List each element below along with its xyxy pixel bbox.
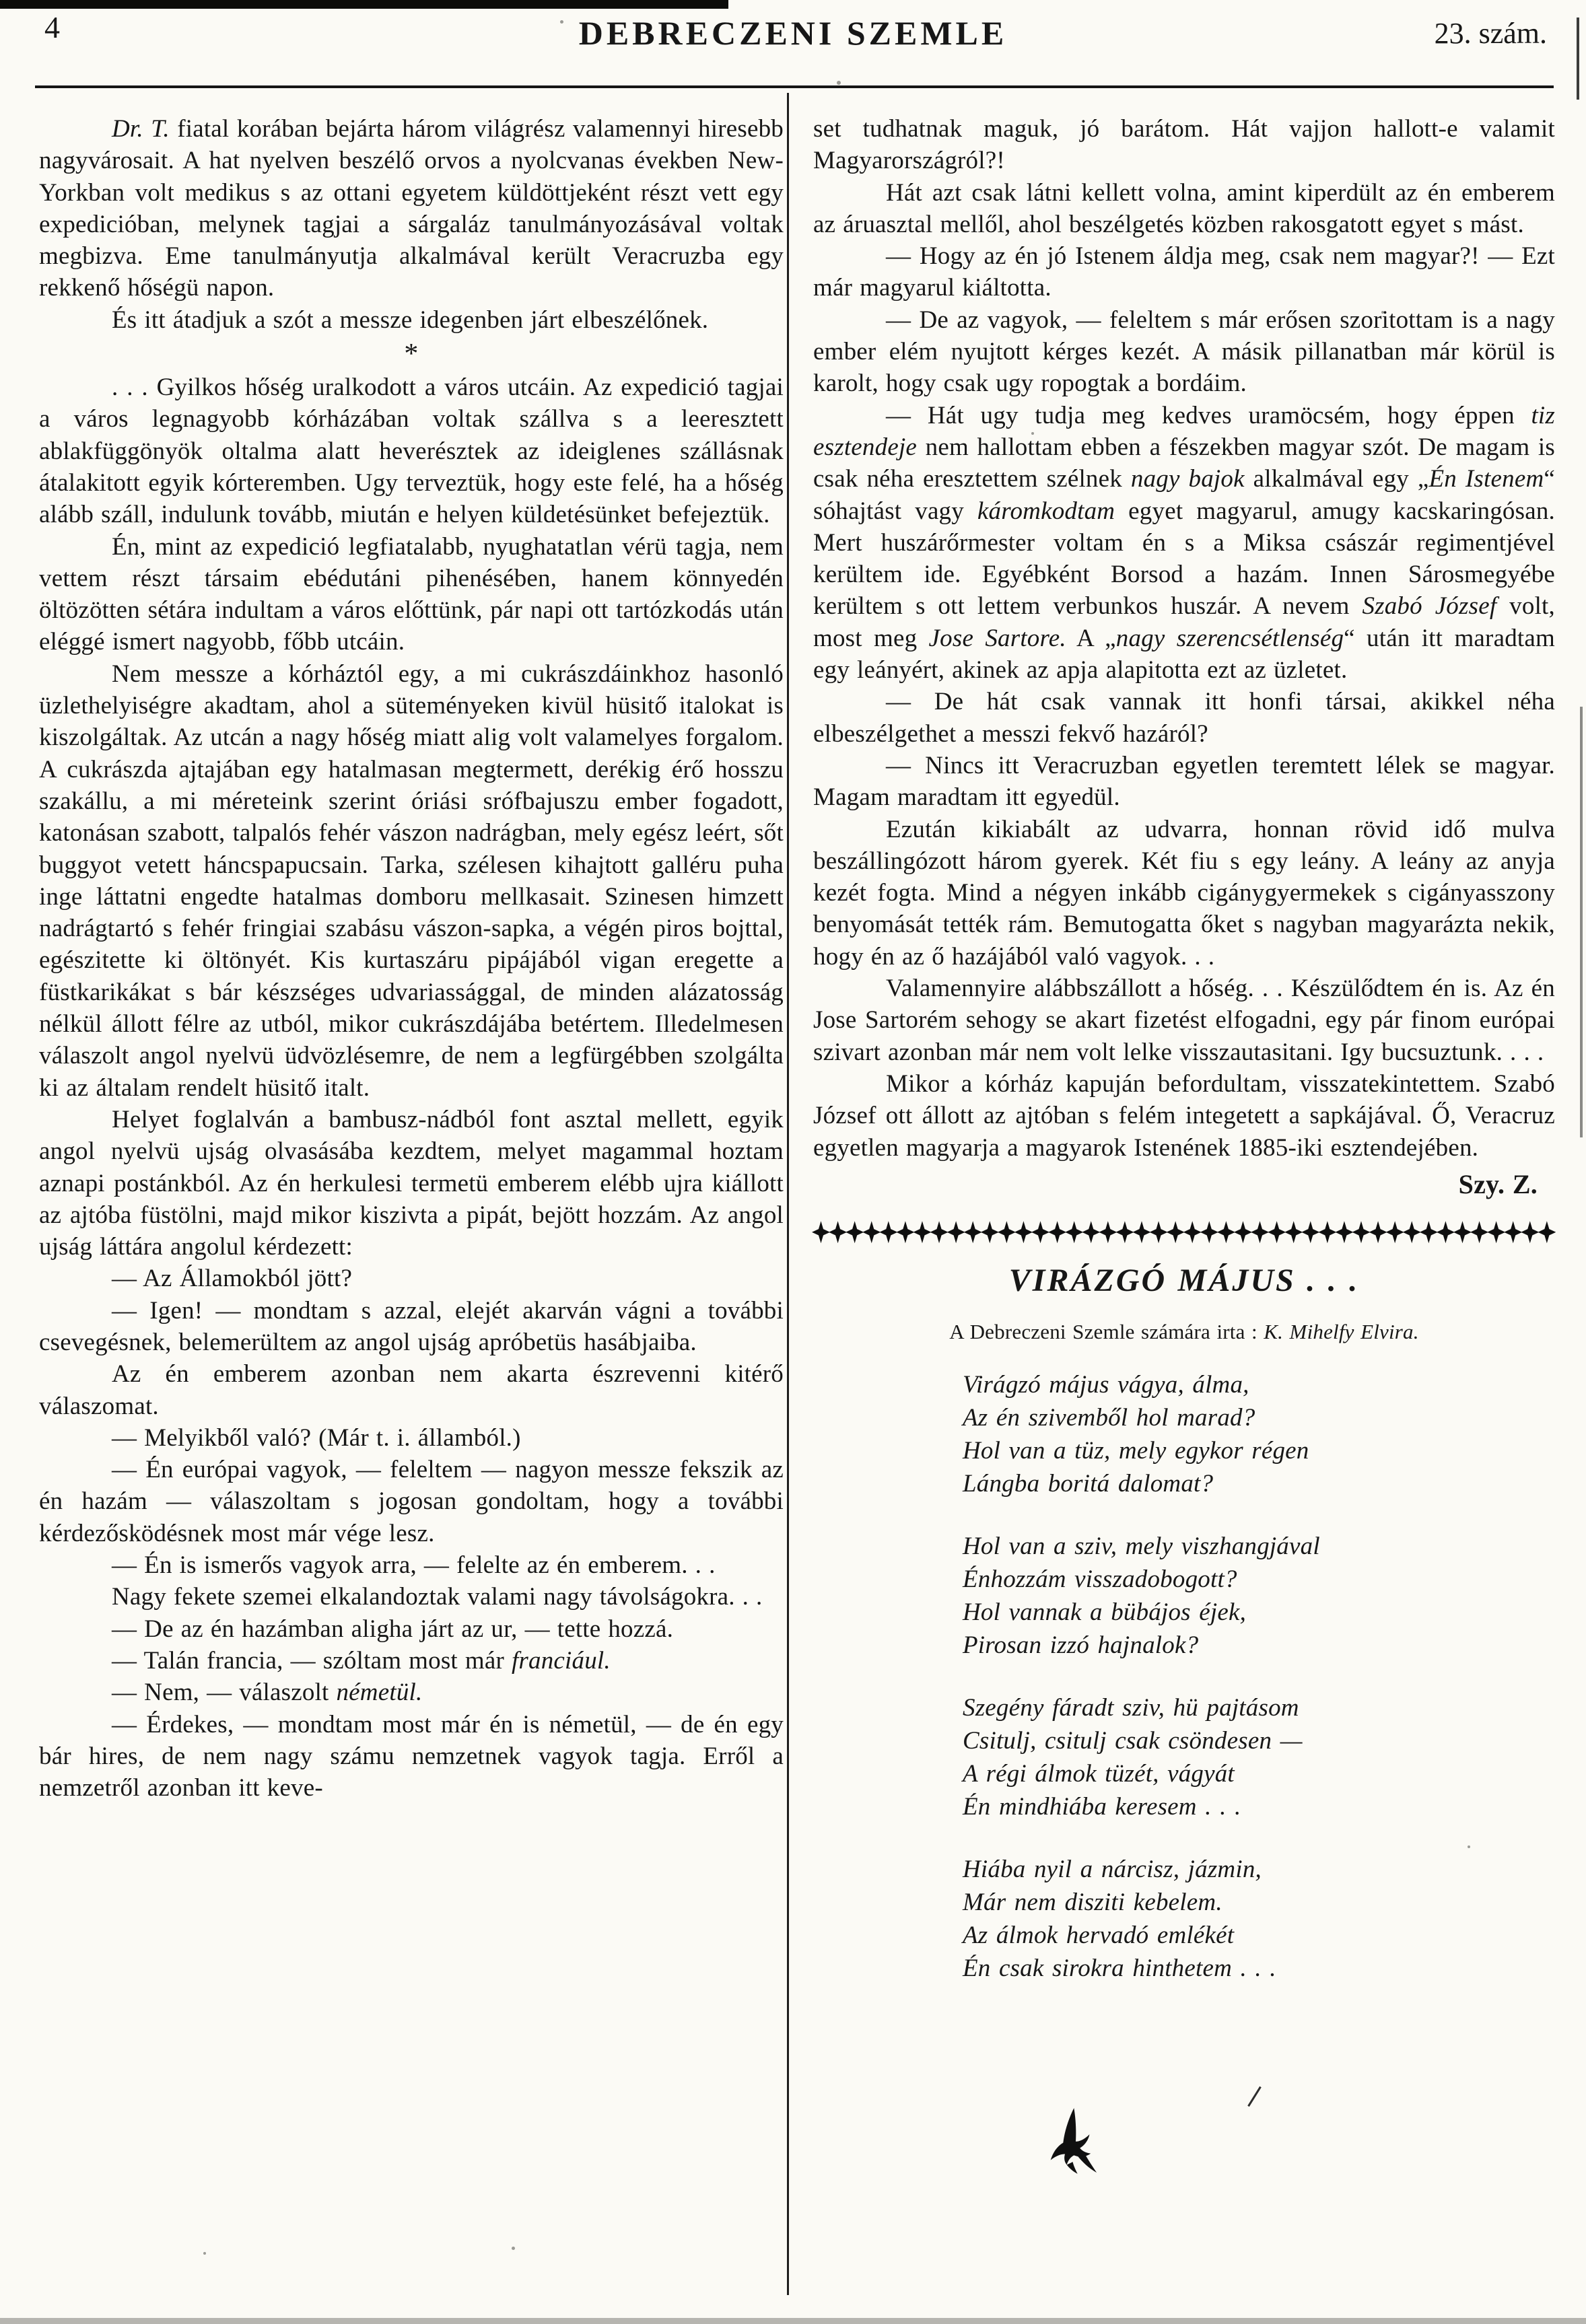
poem-line: Szegény fáradt sziv, hü pajtásom — [963, 1693, 1299, 1722]
header-rule — [35, 85, 1554, 88]
right-column — [813, 113, 1555, 2014]
four-pointed-star-ornament — [1048, 1221, 1066, 1243]
poem-line: Csitulj, csitulj csak csöndesen — — [963, 1726, 1303, 1755]
four-pointed-star-ornament — [1014, 1221, 1033, 1243]
four-pointed-star-ornament — [998, 1221, 1016, 1243]
four-pointed-star-ornament — [1150, 1221, 1168, 1243]
poem-line: Már nem disziti kebelem. — [963, 1888, 1222, 1916]
four-pointed-star-ornament — [846, 1221, 864, 1243]
column-divider-rule — [787, 93, 789, 2295]
four-pointed-star-ornament — [1301, 1221, 1319, 1243]
four-pointed-star-ornament — [1538, 1221, 1556, 1243]
four-pointed-star-ornament — [930, 1221, 949, 1243]
four-pointed-star-ornament — [1065, 1221, 1083, 1243]
paragraph: . . . Gyilkos hőség uralkodott a város utcáin. Az expedició tagjai a város legnagyobb kórházában voltak szállva s a leeresztett ablakfüggönyök oltalma alatt heverésztek az ideiglenes szállásnak átalakitott egyik kórteremben. Ugy terveztük, hogy este felé, ha a hőség alább száll, indulunk tovább, miután e helyen küldetésünket befejeztük. — [39, 374, 784, 529]
poem-stanza — [963, 1691, 1555, 1823]
four-pointed-star-ornament — [1352, 1221, 1371, 1243]
section-separator-asterisk: * — [404, 339, 419, 370]
four-pointed-star-ornament — [913, 1221, 931, 1243]
poem-byline: A Debreczeni Szemle számára irta : K. Mihelfy Elvira. — [949, 1319, 1419, 1343]
scan-speck — [512, 2247, 515, 2250]
poem-line: Az álmok hervadó emlékét — [963, 1921, 1235, 1949]
paragraph: Helyet foglalván a bambusz-nádból font asztal mellett, egyik angol nyelvü ujság olvasásába kezdtem, melyet magammal hoztam aznapi postánkból. Az én herkulesi termetü emberem elébb ujra kiállott az ajtóba füstölni, majd mikor kiszivta a pipát, bejött hozzám. Az angol ujság láttára angolul kérdezett: — [39, 1105, 784, 1261]
four-pointed-star-ornament — [1251, 1221, 1269, 1243]
four-pointed-star-ornament — [1386, 1221, 1404, 1243]
paragraph: set tudhatnak maguk, jó barátom. Hát vajjon hallott-e valamit Magyarországról?! — [813, 115, 1555, 175]
paragraph: — Nincs itt Veracruzban egyetlen teremtett lélek se magyar. Magam maradtam itt egyedül. — [813, 751, 1555, 812]
four-pointed-star-ornament — [1437, 1221, 1455, 1243]
four-pointed-star-ornament — [1504, 1221, 1522, 1243]
four-pointed-star-ornament — [1082, 1221, 1100, 1243]
four-pointed-star-ornament — [1167, 1221, 1185, 1243]
paragraph: — Én európai vagyok, — feleltem — nagyon messze fekszik az én hazám — válaszoltam s jogosan gondoltam, hogy a további kérdezősködésnek most már vége lesz. — [39, 1456, 784, 1547]
four-pointed-star-ornament — [1335, 1221, 1353, 1243]
author-signature: Szy. Z. — [1458, 1168, 1538, 1199]
four-pointed-star-ornament — [1284, 1221, 1303, 1243]
poem-line: Én csak sirokra hinthetem . . . — [963, 1954, 1276, 1982]
newspaper-title: DEBRECZENI SZEMLE — [578, 14, 1008, 52]
paragraph: Hát azt csak látni kellett volna, amint kiperdült az én emberem az áruasztal mellől, ahol beszélgetés közben rakosgatott egyet s mást. — [813, 178, 1555, 238]
four-pointed-star-ornament — [1487, 1221, 1505, 1243]
four-pointed-star-ornament — [1200, 1221, 1218, 1243]
paragraph: Nem messze a kórháztól egy, a mi cukrászdáinkhoz hasonló üzlethelyiségre akadtam, ahol a süteményeken kivül hüsitő italokat is kiszolgáltak. Az utcán a nagy hőség miatt alig volt valamelyes forgalom. A cukrászda ajtajában egy hatalmasan megtermett, derékig érő hosszu szakállu, a mi méreteink szerint óriási srófbajuszu ember fogadott, katonásan szabott, talpalós fehér vászon nadrágban, mely egész leért, sőt buggyot vetett háncspapucsain. Tarka, szélesen kihajtott galléru puha inge láttatni engedte hatalmas domboru mellkasait. Szinesen himzett nadrágtartó s fehér fringiai szabásu vászon-sapka, a végén piros bojttal, egészitette ki öltönyét. Kis kurtaszáru pipájából vigan eregette a füstkarikákat s bár készséges udvariassággal, de minden alázatosság nélkül állott félre az utból, mikor cukrászdájába betértem. Illedelmesen válaszolt angol nyelvü üdvözlésemre, de nem a legfürgébben szolgálta ki az általam rendelt hüsitő italt. — [39, 660, 784, 1102]
paragraph: Valamennyire alábbszállott a hőség. . . Készülődtem én is. Az én Jose Sartorém sehogy se akart fizetést elfogadni, egy pár finom európai szivart azonban már nem volt lelke visszautasitani. Igy bucsuztunk. . . . — [813, 975, 1555, 1066]
poem-title: VIRÁZGÓ MÁJUS . . . — [1008, 1262, 1360, 1298]
ornament-divider — [813, 1220, 1555, 1244]
page-number: 4 — [44, 10, 60, 44]
poem-line: A régi álmok tüzét, vágyát — [963, 1759, 1235, 1788]
poem-line: Az én szivemből hol marad? — [963, 1403, 1255, 1432]
paragraph: — Az Államokból jött? — [112, 1265, 353, 1293]
paragraph: Az én emberem azonban nem akarta észrevenni kitérő válaszomat. — [39, 1360, 784, 1420]
poem-stanza — [963, 1530, 1555, 1662]
four-pointed-star-ornament — [1132, 1221, 1150, 1243]
scan-artifact-right-edge — [1580, 707, 1583, 1137]
paragraph: — Melyikből való? (Már t. i. államból.) — [112, 1423, 521, 1452]
poem-stanza — [963, 1853, 1555, 1985]
poem-line: Lángba boritá dalomat? — [963, 1469, 1214, 1498]
four-pointed-star-ornament — [1470, 1221, 1488, 1243]
four-pointed-star-ornament — [1403, 1221, 1421, 1243]
poem — [963, 1368, 1555, 1985]
four-pointed-star-ornament — [1031, 1221, 1049, 1243]
poem-line: Hol van a sziv, mely viszhangjával — [963, 1532, 1320, 1560]
paragraph: — De az vagyok, — feleltem s már erősen szoritottam is a nagy ember elém nyujtott kérges kezét. A másik pillanatban már körül is karolt, hogy csak ugy ropogtak a bordáim. — [813, 306, 1555, 398]
paragraph: — Én is ismerős vagyok arra, — felelte az én emberem. . . — [112, 1551, 716, 1580]
four-pointed-star-ornament — [1521, 1221, 1539, 1243]
paragraph: Mikor a kórház kapuján befordultam, visszatekintettem. Szabó József ott állott az ajtóban s felém integetett a sapkájával. Ő, Veracruz egyetlen magyarja a magyarok Istenének 1885-iki esztendejében. — [813, 1069, 1555, 1162]
four-pointed-star-ornament — [964, 1221, 982, 1243]
paragraph: Ezután kikiabált az udvarra, honnan rövid idő mulva beszállingózott három gyerek. Két fiu s egy leány. A leány az anyja kezét fogta. Mind a négyen inkább cigánygyermekek s cigányasszony benyomását tették rám. Bemutogatta őket s nagyban magyarázta nekik, hogy én az ő hazájából való vagyok. . . — [813, 815, 1555, 971]
poem-line: Pirosan izzó hajnalok? — [963, 1631, 1199, 1659]
paragraph: Dr. T. fiatal korában bejárta három világrész valamennyi hiresebb nagyvárosait. A hat nyelven beszélő orvos a nyolcvanas években New-Yorkban volt medikus s az ottani egyetem küldöttjeként részt vett egy expedicióban, melynek tagjai a sárgaláz tanulmányozásával voltak megbizva. Eme tanulmányutja alkalmával került Veracruzba egy rekkenő hőségü napon. — [39, 115, 784, 302]
poem-line: Virágzó május vágya, álma, — [963, 1370, 1249, 1399]
paragraph: — Hogy az én jó Istenem áldja meg, csak nem magyar?! — Ezt már magyarul kiáltotta. — [813, 242, 1555, 302]
paragraph: És itt átadjuk a szót a messze idegenben járt elbeszélőnek. — [112, 306, 709, 334]
four-pointed-star-ornament — [1099, 1221, 1117, 1243]
four-pointed-star-ornament — [1183, 1221, 1202, 1243]
scan-speck — [203, 2252, 206, 2255]
four-pointed-star-ornament — [1453, 1221, 1472, 1243]
paragraph: Nagy fekete szemei elkalandoztak valami nagy távolságokra. . . — [112, 1583, 763, 1611]
swallow-illustration — [1049, 2107, 1103, 2175]
four-pointed-star-ornament — [829, 1221, 847, 1243]
four-pointed-star-ornament — [981, 1221, 999, 1243]
scan-artifact-top-bar — [0, 0, 728, 9]
paragraph: Én, mint az expedició legfiatalabb, nyughatatlan vérü tagja, nem vettem részt társaim ebédutáni pihenésében, hanem könnyedén öltözötten sétára indultam a város előttünk, pár napi ott tartózkodás után eléggé ismert nagyobb, főbb utcáin. — [39, 532, 784, 656]
four-pointed-star-ornament — [862, 1221, 881, 1243]
issue-number: 23. szám. — [1434, 17, 1547, 50]
four-pointed-star-ornament — [1369, 1221, 1387, 1243]
four-pointed-star-ornament — [879, 1221, 897, 1243]
paragraph: — Hát ugy tudja meg kedves uramöcsém, hogy éppen tiz esztendeje nem hallottam ebben a fészekben magyar szót. De magam is csak néha eresztettem szélnek nagy bajok alkalmával egy „Én Istenem“ sóhajtást vagy káromkodtam egyet magyarul, amugy kacskaringósan. Mert huszárőrmester voltam én s a Miksa császár regimentjével kerültem ide. Egyébként Borsod a hazám. Innen Sárosmegyébe kerültem s ott lettem verbunkos huszár. A nevem Szabó József volt, most meg Jose Sartore. A „nagy szerencsétlenség“ után itt maradtam egy leányért, akinek az apja alapitotta ezt az üzletet. — [813, 401, 1555, 684]
poem-line: Hiába nyil a nárcisz, jázmin, — [963, 1855, 1262, 1883]
poem-line: Hol vannak a bübájos éjek, — [963, 1598, 1247, 1626]
four-pointed-star-ornament — [1318, 1221, 1336, 1243]
paragraph: — De hát csak vannak itt honfi társai, akikkel néha elbeszélgethet a messzi fekvő hazáról? — [813, 688, 1555, 748]
poem-stanza — [963, 1368, 1555, 1500]
poem-line: Én mindhiába keresem . . . — [963, 1792, 1241, 1821]
paragraph: — Érdekes, — mondtam most már én is németül, — de én egy bár hires, de nem nagy számu nemzetnek vagyok tagja. Erről a nemzetről azonban itt keve- — [39, 1710, 784, 1802]
left-column — [39, 113, 784, 1804]
four-pointed-star-ornament — [896, 1221, 914, 1243]
scan-artifact-bottom-strip — [0, 2318, 1586, 2324]
paragraph: — Igen! — mondtam s azzal, elejét akarván vágni a további csevegésnek, belemerültem az angol ujság apróbetüs hasábjaiba. — [39, 1296, 784, 1356]
four-pointed-star-ornament — [1217, 1221, 1235, 1243]
scan-artifact-slash — [1247, 2086, 1262, 2107]
four-pointed-star-ornament — [947, 1221, 965, 1243]
paragraph: — Talán francia, — szóltam most már franciául. — [112, 1646, 611, 1675]
four-pointed-star-ornament — [1234, 1221, 1252, 1243]
poem-line: Hol van a tüz, mely egykor régen — [963, 1436, 1309, 1465]
poem-line: Énhozzám visszadobogott? — [963, 1565, 1237, 1593]
four-pointed-star-ornament — [1268, 1221, 1286, 1243]
paragraph: — De az én hazámban aligha járt az ur, — tette hozzá. — [112, 1615, 674, 1643]
four-pointed-star-ornament — [812, 1221, 830, 1243]
paragraph: — Nem, — válaszolt németül. — [112, 1679, 423, 1707]
four-pointed-star-ornament — [1115, 1221, 1134, 1243]
scan-speck — [837, 81, 841, 85]
four-pointed-star-ornament — [1420, 1221, 1438, 1243]
